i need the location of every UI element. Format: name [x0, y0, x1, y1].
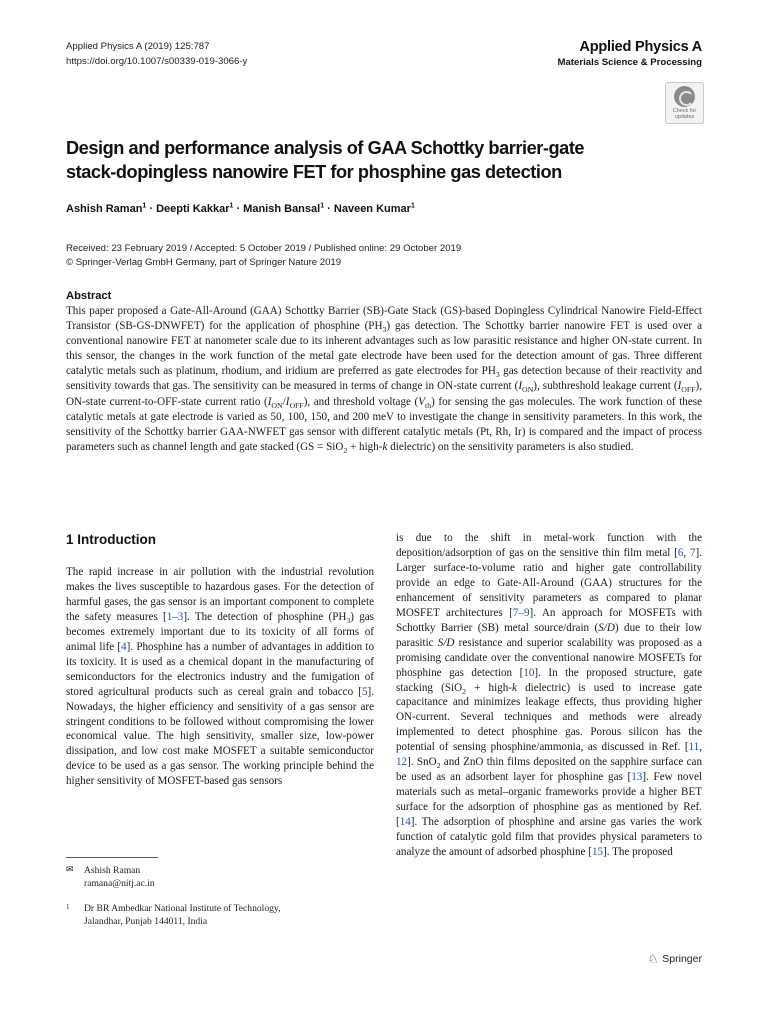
corresponding-author [66, 864, 155, 890]
affiliation-footnote [66, 902, 281, 928]
affiliation-number: 1 [66, 903, 70, 911]
article-header-right [557, 38, 702, 70]
copyright-line: © Springer-Verlag GmbH Germany, part of Springer Nature 2019 [66, 256, 342, 268]
corresponding-author-email[interactable]: ramana@nitj.ac.in [84, 878, 155, 889]
footnote-divider [66, 857, 158, 858]
paper-title: Design and performance analysis of GAA Schottky barrier-gate stack-dopingless nanowire FET for phosphine gas detection [66, 138, 585, 182]
citation-link[interactable]: 4 [121, 640, 127, 653]
journal-subtitle: Materials Science & Processing [557, 57, 702, 68]
springer-horse-icon: ♘ [647, 952, 659, 966]
doi-link[interactable]: https://doi.org/10.1007/s00339-019-3066-y [66, 55, 248, 67]
abstract-text: This paper proposed a Gate-All-Around (GAA) Schottky Barrier (SB)-Gate Stack (GS)-based Dopingless Cylindrical Nanowire Field-Effect Transistor (SB-GS-DNWFET) for the application of phosphine $(PH_3)$ gas detection. The Schottky barrier nanowire FET is used over a conventional nanowire FET at nanometer scale due to its inherent advantages such as low parasitic resistance and higher ON-state current. In this sensor, the changes in the work function of the metal gate electrode have been used for the detection amount of gas. Three different catalytic metals such as platinum, rhodium, and iridium are preferred as gate electrodes for $PH_3$ gas detection because of their reactivity and sensitivity towards that gas. The sensitivity can be measured in terms of change in ON-state current $(I_{ON})$, subthreshold leakage current $(I_{OFF})$, ON-state current-to-OFF-state current ratio $(I_{ON}/I_{OFF})$, and threshold voltage $(V_{th})$ for sensing the gas molecules. The work function of these catalytic metals at gate electrode is varied as 50, 100, 150, and 200 meV to investigate the change in sensitivity parameters. In this work, the sensitivity of the Schottky barrier GAA-NWFET gas sensor with different catalytic metals (Pt, Rh, Ir) is compared and the impact of process parameters such as channel length and gate stacked (GS = SiO$_2$ + high-k dielectric) on the sensitivity parameters is also studied. [66, 305, 702, 456]
check-for-updates-badge[interactable] [665, 82, 704, 124]
citation-link[interactable]: 15 [591, 846, 604, 859]
section-heading-introduction: 1 Introduction [66, 532, 156, 547]
citation-link[interactable]: 7 [690, 546, 696, 559]
author-name[interactable]: Manish Bansal [243, 203, 321, 215]
affiliation-marker: 1 [229, 202, 234, 210]
history-line: Received: 23 February 2019 / Accepted: 5 October 2019 / Published online: 29 October 2019 [66, 243, 462, 254]
journal-reference: Applied Physics A (2019) 125:787 [66, 41, 210, 52]
citation-link[interactable]: 12 [396, 756, 408, 769]
affiliation-marker: 1 [320, 202, 325, 210]
author-name[interactable]: Naveen Kumar [333, 203, 411, 215]
affiliation-marker: 1 [410, 202, 415, 210]
check-for-updates-icon [674, 86, 695, 107]
abstract-heading: Abstract [66, 290, 112, 302]
corresponding-author-name: Ashish Raman [84, 865, 141, 876]
publisher-logo [648, 952, 702, 966]
affiliation-line: Dr BR Ambedkar National Institute of Technology, [84, 903, 281, 914]
body-column-left: The rapid increase in air pollution with the industrial revolution makes the lives susceptible to hazardous gases. For the detection of harmful gases, the gas sensor is an important component to complete the safety measures [1–3]. The detection of phosphine $(PH_3)$ gas becomes extremely important due to its toxicity of all forms of animal life [4]. Phosphine has a number of advantages in addition to its toxicity. It is used as a chemical dopant in the manufacturing of semiconductors for the electronics industry and the fumigation of stored agricultural products such as cereal grain and tobacco [5]. Nowadays, the higher efficiency and sensitivity of a gas sensor are stringent conditions to be followed without compromising the lower economical value. The high sensitivity, smaller size, low-power dissipation, and low cost make MOSFET a suitable semiconductor device to be used as a gas sensor. The working principle behind the higher sensitivity of MOSFET-based gas sensors [66, 566, 374, 788]
author-name[interactable]: Ashish Raman [66, 203, 143, 215]
citation-link[interactable]: 10 [523, 666, 535, 679]
citation-link[interactable]: 11 [688, 741, 700, 754]
publication-dates [66, 242, 461, 269]
citation-link[interactable]: 14 [399, 816, 411, 829]
citation-link[interactable]: 1–3 [166, 610, 184, 623]
journal-name: Applied Physics A [579, 39, 702, 55]
envelope-icon: ✉ [66, 865, 74, 875]
publisher-name: Springer [662, 953, 702, 965]
article-header-left [66, 40, 247, 69]
affiliation-line: Jalandhar, Punjab 144011, India [84, 916, 208, 927]
citation-link[interactable]: 5 [361, 685, 368, 698]
body-column-right: is due to the shift in metal-work function with the deposition/adsorption of gas on the sensitive thin film metal [6, 7]. Larger surface-to-volume ratio and higher gate controllability provide an edge to Gate-All-Around (GAA) structures for the enhancement of sensitivity parameters as compared to planar MOSFET architectures [7–9]. An approach for MOSFETs with Schottky Barrier (SB) metal source/drain (S/D) due to their low parasitic S/D resistance and superior scalability was proposed as a promising candidate over the conventional nanowire MOSFETs for phosphine gas detection [10]. In the proposed structure, gate stacking (SiO$_2$ + high-k dielectric) is used to increase gate capacitance and minimizes leakage effects, thus providing higher ON-current. Several techniques and methods were already implemented to detect phosphine gas. Porous silicon has the potential of sensing phosphine/ammonia, as discussed in Ref. [11, 12]. SnO$_2$ and ZnO thin films deposited on the sapphire surface can be used as an adsorbent layer for phosphine gas [13]. Few novel materials such as metal–organic frameworks provide a higher BET surface for the adsorption of phosphine gas as mentioned by Ref. [14]. The adsorption of phosphine and arsine gas varies the work function of catalytic gold film that provides physical parameters to analyze the amount of adsorbed phosphine [15]. The proposed [396, 532, 703, 859]
citation-link[interactable]: 6 [677, 546, 684, 559]
citation-link[interactable]: 7–9 [512, 606, 530, 619]
citation-link[interactable]: 13 [631, 771, 643, 784]
badge-label: Check for updates [672, 108, 697, 120]
author-list: Ashish Raman$^1$ · Deepti Kakkar$^1$ · Manish Bansal$^1$ · Naveen Kumar$^1$ [66, 202, 415, 215]
author-name[interactable]: Deepti Kakkar [156, 203, 230, 215]
affiliation-marker: 1 [142, 202, 147, 210]
